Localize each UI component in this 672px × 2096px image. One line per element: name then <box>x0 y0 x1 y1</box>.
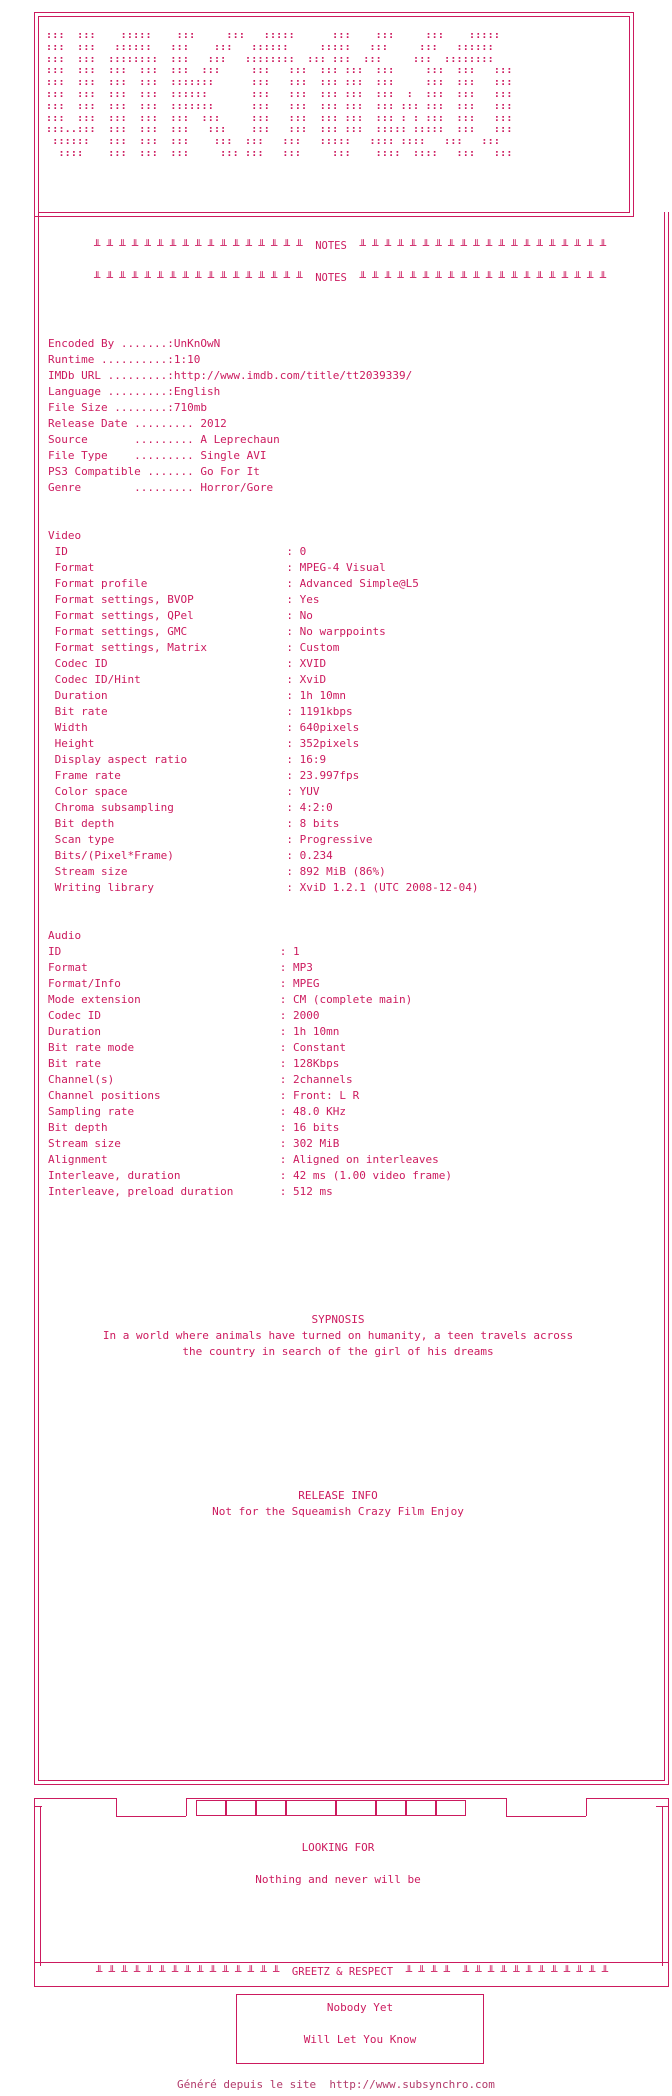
main-frame-left-outer <box>34 212 35 1784</box>
looking-for-title: LOOKING FOR <box>301 1841 375 1854</box>
release-info-title: RELEASE INFO <box>298 1489 378 1502</box>
ascii-logo: ::: ::: ::::: ::: ::: ::::: ::: ::: ::: ::::: ::: ::: :::::: ::: ::: :::::: ::::: ::: ::: :::::: ::: ::: :::::::: ::: ::: :::::::: ::: ::: ::: ::: :::::::: ::: ::: ::: ::: ::: ::: ::: ::: ::: ::: ::: ::: ::: ::: ::: ::: ::: ::: ::::::: ::: ::: ::: ::: ::: ::: ::: ::: ::: ::: ::: ::: :::::: ::: ::: ::: ::: ::: : ::: ::: ::: ::: ::: ::: ::: ::::::: ::: ::: ::: ::: ::: ::: ::: ::: ::: ::: ::: ::: ::: ::: ::: ::: ::: ::: ::: ::: : : ::: ::: ::: :::..::: ::: ::: ::: ::: ::: ::: ::: ::: ::::: ::::: ::: ::: :::::: ::: ::: ::: ::: ::: ::: ::::: :::: :::: ::: ::: :::: ::: ::: ::: ::: ::: ::: ::: :::: :::: ::: ::: <box>46 30 513 159</box>
video-info-block: Video ID : 0 Format : MPEG-4 Visual Format profile : Advanced Simple@L5 Format settings, BVOP : Yes Format settings, QPel : No Format settings, GMC : No warppoints Format settings, Matrix : Custom Codec ID : XVID Codec ID/Hint : XviD Duration : 1h 10mn Bit rate : 1191kbps Width : 640pixels Height : 352pixels Display aspect ratio : 16:9 Frame rate : 23.997fps Color space : YUV Chroma subsampling : 4:2:0 Bit depth : 8 bits Scan type : Progressive Bits/(Pixel*Frame) : 0.234 Stream size : 892 MiB (86%) Writing library : XviD 1.2.1 (UTC 2008-12-04) <box>48 529 479 894</box>
looking-for-text: Nothing and never will be <box>255 1873 421 1886</box>
synopsis-title: SYPNOSIS <box>311 1313 365 1326</box>
looking-for-segment-bar <box>196 1800 466 1816</box>
greetz-line-1: Nobody Yet <box>326 2001 394 2014</box>
release-info-block: Encoded By .......:UnKnOwN Runtime ..........:1:10 IMDb URL .........:http://www.imdb.com/title/tt2039339/ Language .........:English File Size ........:710mb Release Date ......... 2012 Source ......... A Leprechaun File Type ......... Single AVI PS3 Compatible ....... Go For It Genre ......... Horror/Gore <box>48 337 413 494</box>
main-frame-bottom-inner <box>38 1780 665 1781</box>
main-frame-right-inner <box>664 212 665 1780</box>
notes-header-2: ╨ ╨ ╨ ╨ ╨ ╨ ╨ ╨ ╨ ╨ ╨ ╨ ╨ ╨ ╨ ╨ ╨ NOTES ╨ ╨ ╨ ╨ ╨ ╨ ╨ ╨ ╨ ╨ ╨ ╨ ╨ ╨ ╨ ╨ ╨ ╨ ╨ ╨ <box>93 272 607 284</box>
synopsis-text: In a world where animals have turned on humanity, a teen travels across the country in search of the girl of his dreams <box>102 1329 574 1358</box>
main-frame-left-inner <box>38 212 39 1780</box>
greetz-bar-bottom <box>34 1986 669 1987</box>
main-frame-bottom-outer <box>34 1784 669 1785</box>
main-frame-right-outer <box>668 212 669 1784</box>
greetz-bar-top <box>34 1962 669 1963</box>
audio-info-block: Audio ID : 1 Format : MP3 Format/Info : MPEG Mode extension : CM (complete main) Codec ID : 2000 Duration : 1h 10mn Bit rate mode : Constant Bit rate : 128Kbps Channel(s) : 2channels Channel positions : Front: L R Sampling rate : 48.0 KHz Bit depth : 16 bits Stream size : 302 MiB Alignment : Aligned on interleaves Interleave, duration : 42 ms (1.00 video frame) Interleave, preload duration : 512 ms <box>48 929 452 1198</box>
footer-source: Généré depuis le site http://www.subsynchro.com <box>177 2078 495 2091</box>
release-info-text: Not for the Squeamish Crazy Film Enjoy <box>212 1505 464 1518</box>
greetz-line-2: Will Let You Know <box>303 2033 417 2046</box>
greetz-header: ╨ ╨ ╨ ╨ ╨ ╨ ╨ ╨ ╨ ╨ ╨ ╨ ╨ ╨ ╨ GREETZ & RESPECT ╨ ╨ ╨ ╨ ╨ ╨ ╨ ╨ ╨ ╨ ╨ ╨ ╨ ╨ ╨ ╨ <box>95 1966 609 1978</box>
notes-header-1: ╨ ╨ ╨ ╨ ╨ ╨ ╨ ╨ ╨ ╨ ╨ ╨ ╨ ╨ ╨ ╨ ╨ NOTES ╨ ╨ ╨ ╨ ╨ ╨ ╨ ╨ ╨ ╨ ╨ ╨ ╨ ╨ ╨ ╨ ╨ ╨ ╨ ╨ <box>93 240 607 252</box>
